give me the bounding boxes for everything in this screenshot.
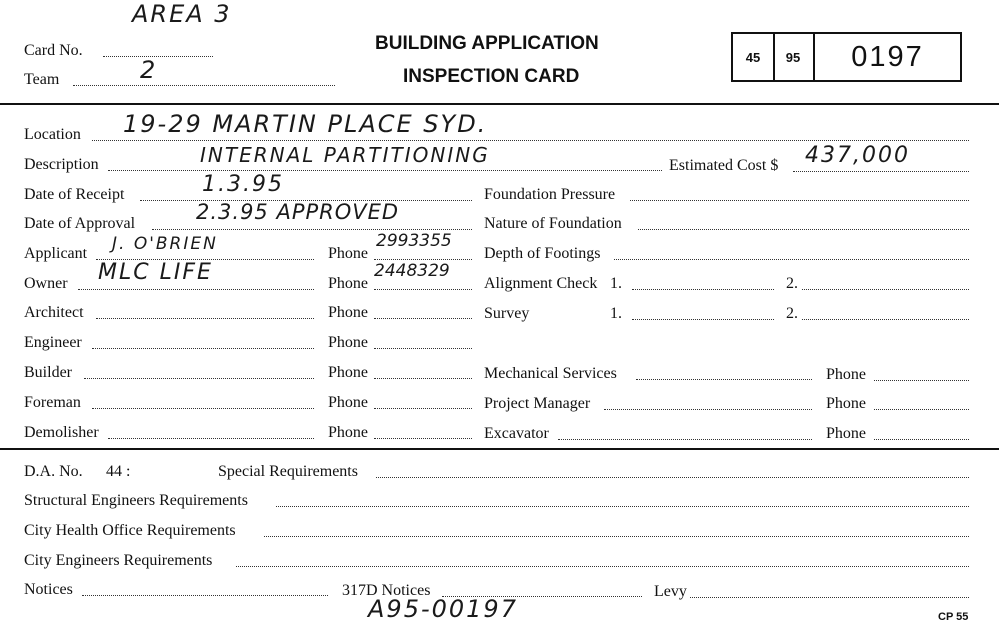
notices-label: Notices xyxy=(24,581,73,598)
nature-foundation-label: Nature of Foundation xyxy=(484,215,622,232)
date-approval-label: Date of Approval xyxy=(24,215,136,232)
health-requirements-label: City Health Office Requirements xyxy=(24,522,236,539)
city-engineers-requirements-field[interactable] xyxy=(236,566,969,567)
id-box-cell-2: 95 xyxy=(773,34,815,80)
estimated-cost-label: Estimated Cost $ xyxy=(669,157,779,174)
estimated-cost-value: 437,000 xyxy=(805,143,910,168)
description-field[interactable] xyxy=(108,170,662,171)
location-field[interactable] xyxy=(92,140,969,141)
survey-label: Survey xyxy=(484,305,530,322)
estimated-cost-field[interactable] xyxy=(793,171,969,172)
project-manager-phone-label: Phone xyxy=(826,395,866,412)
depth-footings-label: Depth of Footings xyxy=(484,245,601,262)
description-value: INTERNAL PARTITIONING xyxy=(200,143,490,167)
foundation-pressure-field[interactable] xyxy=(630,200,969,201)
demolisher-label: Demolisher xyxy=(24,424,99,441)
applicant-phone-label: Phone xyxy=(328,245,368,262)
alignment-num-1: 1. xyxy=(610,275,622,292)
health-requirements-field[interactable] xyxy=(264,536,969,537)
city-engineers-requirements-label: City Engineers Requirements xyxy=(24,552,213,569)
applicant-label: Applicant xyxy=(24,245,88,262)
location-label: Location xyxy=(24,126,81,143)
project-manager-field[interactable] xyxy=(604,409,812,410)
notices-field[interactable] xyxy=(82,595,328,596)
team-field[interactable] xyxy=(73,85,335,86)
owner-label: Owner xyxy=(24,275,68,292)
form-code: CP 55 xyxy=(938,611,969,623)
nature-foundation-field[interactable] xyxy=(638,229,969,230)
survey-2-field[interactable] xyxy=(802,319,969,320)
details-divider xyxy=(0,448,999,450)
survey-1-field[interactable] xyxy=(632,319,774,320)
engineer-phone-field[interactable] xyxy=(374,348,472,349)
foreman-phone-field[interactable] xyxy=(374,408,472,409)
date-receipt-value: 1.3.95 xyxy=(202,172,284,197)
demolisher-phone-field[interactable] xyxy=(374,438,472,439)
form-title-line2: INSPECTION CARD xyxy=(403,66,580,87)
team-value: 2 xyxy=(140,56,158,84)
builder-label: Builder xyxy=(24,364,72,381)
card-number: 0197 xyxy=(851,40,924,73)
foreman-phone-label: Phone xyxy=(328,394,368,411)
owner-phone-value: 2448329 xyxy=(374,261,450,281)
engineer-field[interactable] xyxy=(92,348,314,349)
applicant-value: J. O'BRIEN xyxy=(112,234,218,254)
mechanical-phone-label: Phone xyxy=(826,366,866,383)
owner-value: MLC LIFE xyxy=(98,260,213,285)
demolisher-phone-label: Phone xyxy=(328,424,368,441)
builder-phone-label: Phone xyxy=(328,364,368,381)
da-no-value: 44 : xyxy=(106,463,131,480)
applicant-phone-value: 2993355 xyxy=(376,231,452,251)
excavator-field[interactable] xyxy=(558,439,812,440)
form-title-line1: BUILDING APPLICATION xyxy=(375,33,599,54)
mechanical-services-label: Mechanical Services xyxy=(484,365,617,382)
excavator-label: Excavator xyxy=(484,425,549,442)
architect-label: Architect xyxy=(24,304,84,321)
foundation-pressure-label: Foundation Pressure xyxy=(484,186,616,203)
excavator-phone-label: Phone xyxy=(826,425,866,442)
excavator-phone-field[interactable] xyxy=(874,439,969,440)
structural-requirements-label: Structural Engineers Requirements xyxy=(24,492,248,509)
card-id-box xyxy=(731,32,962,82)
owner-phone-label: Phone xyxy=(328,275,368,292)
owner-phone-field[interactable] xyxy=(374,289,472,290)
header-divider xyxy=(0,103,999,105)
foreman-label: Foreman xyxy=(24,394,81,411)
builder-field[interactable] xyxy=(84,378,314,379)
architect-phone-field[interactable] xyxy=(374,318,472,319)
demolisher-field[interactable] xyxy=(108,438,314,439)
notices-317d-label: 317D Notices xyxy=(342,582,431,599)
architect-field[interactable] xyxy=(96,318,314,319)
reference-handwritten: A95-00197 xyxy=(368,595,518,623)
date-approval-value: 2.3.95 APPROVED xyxy=(196,200,400,224)
engineer-label: Engineer xyxy=(24,334,82,351)
structural-requirements-field[interactable] xyxy=(276,506,969,507)
owner-field[interactable] xyxy=(78,289,314,290)
foreman-field[interactable] xyxy=(92,408,314,409)
id-box-cell-1: 45 xyxy=(733,34,775,80)
team-label: Team xyxy=(24,71,60,88)
special-requirements-label: Special Requirements xyxy=(218,463,358,480)
alignment-check-label: Alignment Check xyxy=(484,275,598,292)
mechanical-services-field[interactable] xyxy=(636,379,812,380)
mechanical-phone-field[interactable] xyxy=(874,380,969,381)
date-receipt-label: Date of Receipt xyxy=(24,186,125,203)
da-no-label: D.A. No. xyxy=(24,463,83,480)
depth-footings-field[interactable] xyxy=(614,259,969,260)
special-requirements-field[interactable] xyxy=(376,477,969,478)
project-manager-label: Project Manager xyxy=(484,395,591,412)
card-no-field[interactable] xyxy=(103,56,213,57)
location-value: 19-29 MARTIN PLACE SYD. xyxy=(123,110,488,138)
survey-num-2: 2. xyxy=(786,305,798,322)
survey-num-1: 1. xyxy=(610,305,622,322)
alignment-check-2-field[interactable] xyxy=(802,289,969,290)
alignment-num-2: 2. xyxy=(786,275,798,292)
area-handwritten: AREA 3 xyxy=(132,0,232,28)
alignment-check-1-field[interactable] xyxy=(632,289,774,290)
date-approval-field[interactable] xyxy=(152,229,472,230)
architect-phone-label: Phone xyxy=(328,304,368,321)
levy-label: Levy xyxy=(654,583,687,600)
applicant-phone-field[interactable] xyxy=(374,259,472,260)
engineer-phone-label: Phone xyxy=(328,334,368,351)
levy-field[interactable] xyxy=(690,597,969,598)
builder-phone-field[interactable] xyxy=(374,378,472,379)
card-no-label: Card No. xyxy=(24,42,83,59)
description-label: Description xyxy=(24,156,99,173)
project-manager-phone-field[interactable] xyxy=(874,409,969,410)
